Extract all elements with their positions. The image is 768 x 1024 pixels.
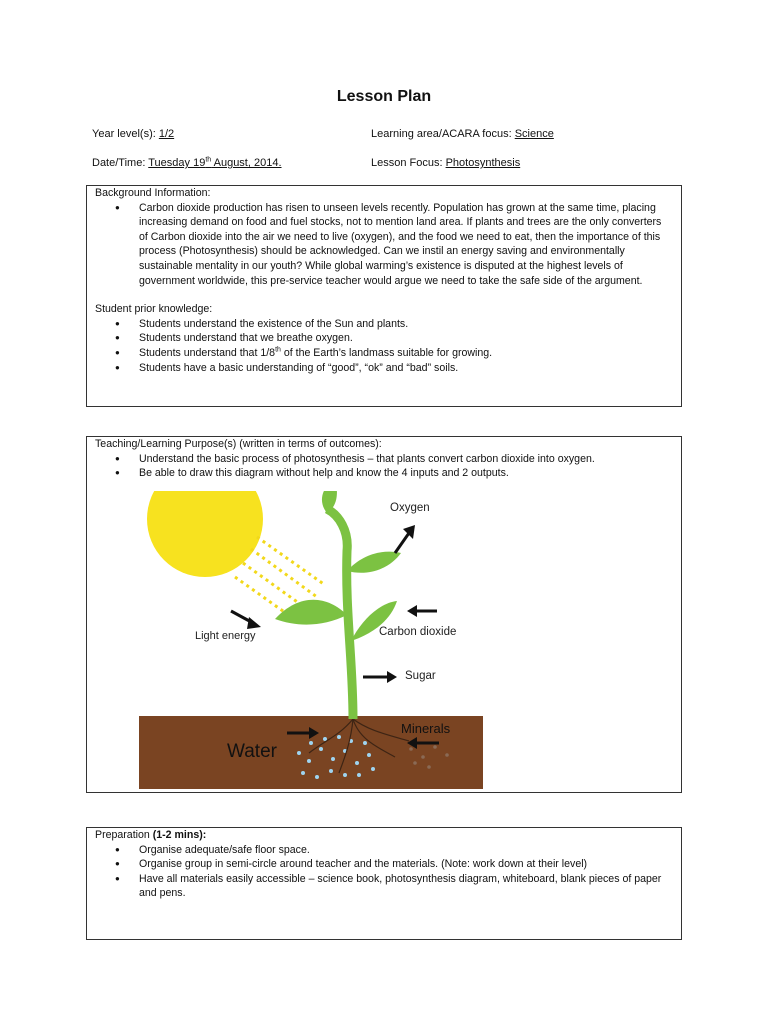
label-water: Water: [227, 741, 277, 762]
purpose-section: [86, 436, 682, 793]
learning-area-value: Science: [514, 128, 554, 140]
lesson-focus: Lesson Focus: Photosynthesis: [371, 157, 521, 169]
background-section: [86, 185, 682, 407]
year-level-value: 1/2: [158, 128, 175, 140]
list-item: ● Students have a basic understanding of “good”, “ok” and “bad” soils.: [139, 361, 673, 376]
photosynthesis-diagram: [139, 491, 483, 789]
label-minerals: Minerals: [401, 721, 451, 736]
list-item: ● Students understand that 1/8th of the Earth’s landmass suitable for growing.: [139, 346, 673, 361]
preparation-heading: Preparation (1-2 mins):: [95, 829, 207, 841]
label-light-energy: Light energy: [195, 630, 256, 642]
date-time-value: Tuesday 19th August, 2014.: [148, 156, 282, 169]
label-oxygen: Oxygen: [390, 502, 430, 514]
date-time: Date/Time: Tuesday 19th August, 2014.: [92, 156, 282, 169]
preparation-list: [95, 843, 673, 901]
label-carbon-dioxide: Carbon dioxide: [379, 626, 457, 638]
list-item: ● Organise adequate/safe floor space.: [139, 843, 673, 858]
list-item: ● Carbon dioxide production has risen to unseen levels recently. Population has grown at the same time, placing increasing demand on food and fuel stocks, not to mention land area. If plants and trees are the only converters of Carbon dioxide into the air we need to live (oxygen), and the food we need to eat, then the importance of this process (Photosynthesis) should be acknowledged. Can we instil an energy saving and environmentally sustainable mentality in our youth? While global warming’s existence is disputed at the highest levels of government worldwide, this pre-service teacher would argue we need to take the safe side of the argument.: [139, 201, 673, 289]
lesson-focus-value: Photosynthesis: [445, 157, 521, 169]
list-item: ● Be able to draw this diagram without help and know the 4 inputs and 2 outputs.: [139, 466, 673, 481]
year-level: Year level(s): 1/2: [92, 128, 175, 140]
page-title: Lesson Plan: [336, 88, 432, 105]
prior-knowledge-heading: Student prior knowledge:: [95, 303, 213, 316]
list-item: ● Students understand that we breathe oxygen.: [139, 331, 673, 346]
purpose-heading: Teaching/Learning Purpose(s) (written in terms of outcomes):: [95, 438, 382, 450]
list-item: ● Have all materials easily accessible – science book, photosynthesis diagram, whiteboard, blank pieces of paper and pens.: [139, 872, 673, 901]
list-item: ● Students understand the existence of the Sun and plants.: [139, 317, 673, 332]
background-heading: Background Information:: [95, 187, 211, 199]
learning-area: Learning area/ACARA focus: Science: [371, 128, 554, 140]
label-sugar: Sugar: [405, 670, 436, 682]
list-item: ● Understand the basic process of photosynthesis – that plants convert carbon dioxide into oxygen.: [139, 452, 673, 467]
purpose-list: [95, 452, 673, 481]
preparation-section: [86, 827, 682, 940]
list-item: ● Organise group in semi-circle around teacher and the materials. (Note: work down at their level): [139, 857, 673, 872]
background-list: [95, 201, 673, 289]
prior-knowledge-list: [95, 317, 673, 375]
